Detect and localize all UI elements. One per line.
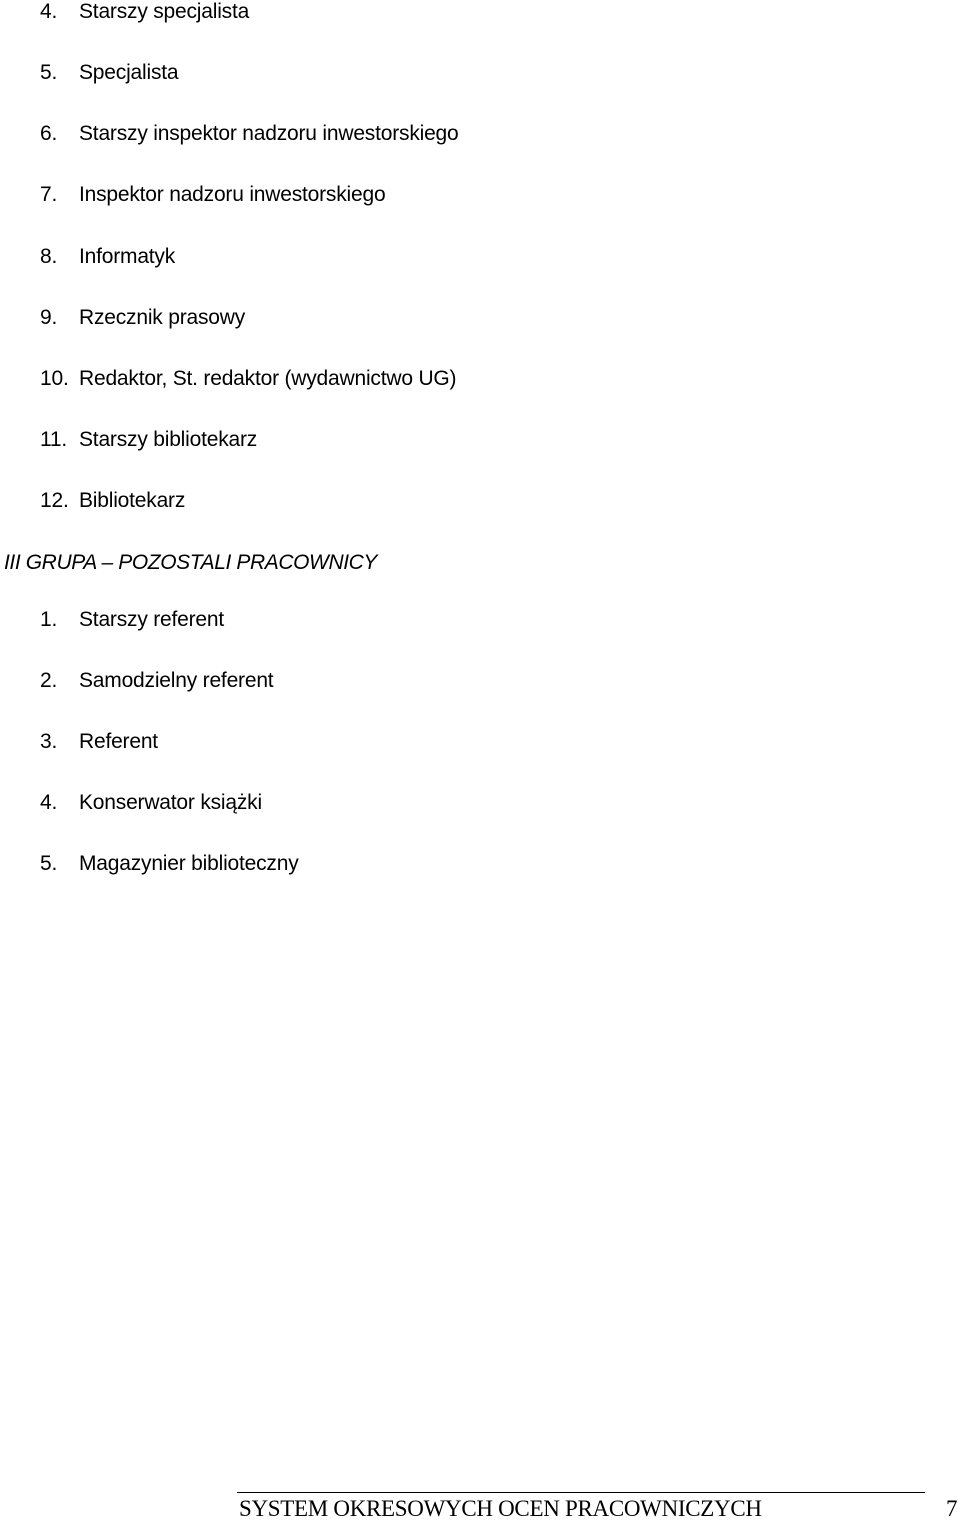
item-number: 5.: [40, 852, 58, 875]
item-text: Starszy referent: [79, 608, 225, 631]
list-item: [40, 730, 158, 754]
item-text: Starszy inspektor nadzoru inwestorskiego: [79, 122, 459, 145]
item-number: 9.: [40, 306, 58, 329]
footer-rule: [237, 1492, 925, 1493]
item-number: 7.: [40, 183, 58, 206]
item-text: Referent: [79, 730, 158, 753]
item-number: 5.: [40, 61, 58, 84]
item-number: 12.: [40, 489, 69, 512]
item-text: Bibliotekarz: [79, 489, 186, 512]
page-number: 7: [946, 1496, 958, 1521]
list-item: [40, 61, 178, 85]
list-item: [40, 367, 456, 391]
item-text: Inspektor nadzoru inwestorskiego: [79, 183, 386, 206]
item-number: 2.: [40, 669, 58, 692]
item-number: 3.: [40, 730, 58, 753]
item-number: 10.: [40, 367, 69, 390]
item-number: 8.: [40, 245, 58, 268]
item-text: Starszy specjalista: [79, 0, 250, 23]
list-item: [40, 669, 273, 693]
list-item: [40, 608, 224, 632]
footer-title: SYSTEM OKRESOWYCH OCEN PRACOWNICZYCH: [239, 1496, 762, 1521]
list-item: [40, 852, 299, 876]
section-heading: III GRUPA – POZOSTALI PRACOWNICY: [4, 551, 378, 574]
item-text: Starszy bibliotekarz: [79, 428, 258, 451]
item-text: Specjalista: [79, 61, 179, 84]
list-item: [40, 428, 257, 452]
item-text: Rzecznik prasowy: [79, 306, 246, 329]
item-number: 6.: [40, 122, 58, 145]
list-item: [40, 183, 385, 207]
item-number: 4.: [40, 0, 58, 23]
item-text: Informatyk: [79, 245, 176, 268]
item-number: 11.: [40, 428, 68, 451]
item-text: Konserwator książki: [79, 791, 262, 814]
list-item: [40, 489, 185, 513]
item-text: Redaktor, St. redaktor (wydawnictwo UG): [79, 367, 457, 390]
list-item: [40, 306, 245, 330]
list-item: [40, 791, 262, 815]
item-text: Samodzielny referent: [79, 669, 274, 692]
list-item: [40, 0, 249, 24]
item-number: 1.: [40, 608, 58, 631]
list-item: [40, 122, 459, 146]
list-item: [40, 245, 175, 269]
item-number: 4.: [40, 791, 58, 814]
item-text: Magazynier biblioteczny: [79, 852, 299, 875]
